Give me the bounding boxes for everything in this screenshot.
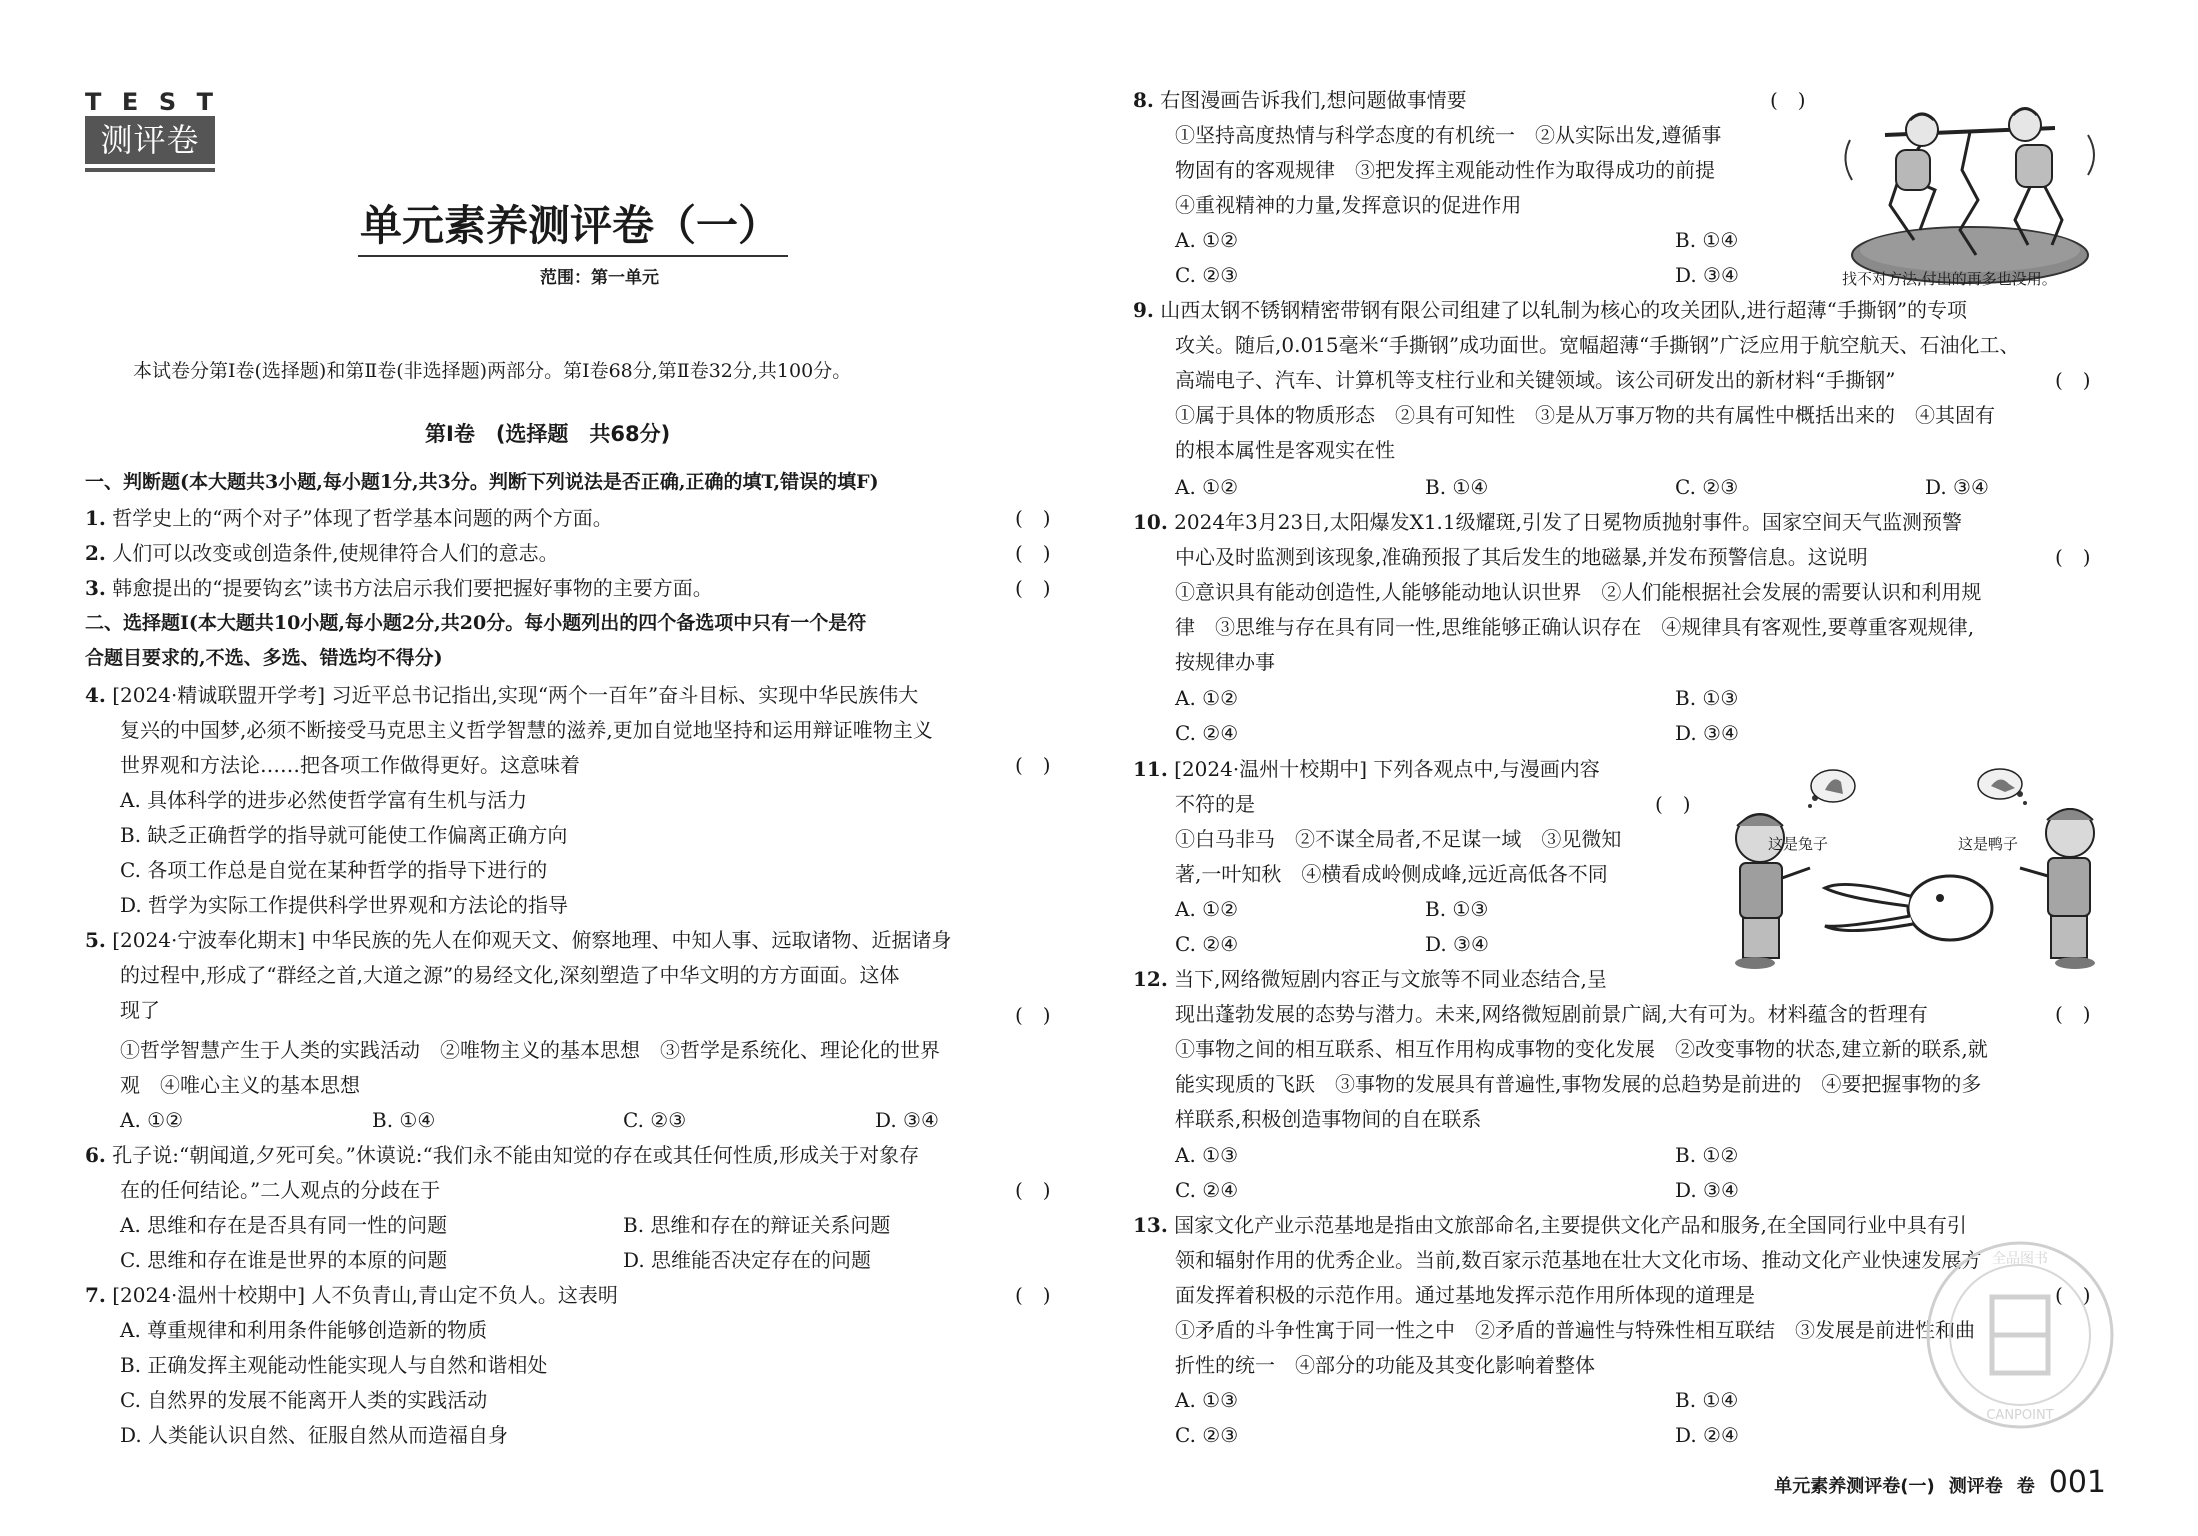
answer-paren[interactable]: ( ) — [1015, 541, 1051, 565]
question-text: [2024·温州十校期中] 人不负青山,青山定不负人。这表明 — [112, 1283, 618, 1307]
question-text: 人们可以改变或创造条件,使规律符合人们的意志。 — [112, 541, 559, 565]
question-8 — [1133, 88, 1467, 112]
bubble-left: 这是兔子 — [1768, 835, 1829, 853]
statement-line: 按规律办事 — [1175, 650, 1275, 674]
judge-heading: 一、判断题(本大题共3小题,每小题1分,共3分。判断下列说法是否正确,正确的填T,错误的填F) — [85, 471, 879, 493]
option-b[interactable]: B. ①④ — [372, 1108, 436, 1132]
statement-line: ①事物之间的相互联系、相互作用构成事物的变化发展 ②改变事物的状态,建立新的联系,就 — [1175, 1037, 1988, 1061]
tug-of-war-cartoon — [1830, 90, 2110, 285]
question-number: 3. — [85, 576, 106, 600]
statement-line: 的根本属性是客观实在性 — [1175, 438, 1395, 462]
judge-item-3 — [85, 576, 713, 600]
question-text: 中心及时监测到该现象,准确预报了其后发生的地磁暴,并发布预警信息。这说明 — [1175, 545, 1868, 569]
exam-range: 范围：第一单元 — [540, 268, 659, 288]
question-text: 面发挥着积极的示范作用。通过基地发挥示范作用所体现的道理是 — [1175, 1283, 1755, 1307]
option-a[interactable]: A. 思维和存在是否具有同一性的问题 — [120, 1213, 448, 1237]
question-text: 韩愈提出的“提要钩玄”读书方法启示我们要把握好事物的主要方面。 — [112, 576, 713, 600]
seal-text-top: 全品图书 — [1992, 1251, 2048, 1267]
option-c[interactable]: C. ②④ — [1175, 1178, 1239, 1202]
question-text: 世界观和方法论……把各项工作做得更好。这意味着 — [120, 753, 580, 777]
question-text: 领和辐射作用的优秀企业。当前,数百家示范基地在壮大文化市场、推动文化产业快速发展方 — [1175, 1248, 1982, 1272]
question-number: 4. — [85, 683, 106, 707]
option-a[interactable]: A. ①② — [1175, 686, 1239, 710]
option-b[interactable]: B. ①② — [1675, 1143, 1739, 1167]
statement-line: 能实现质的飞跃 ③事物的发展具有普遍性,事物发展的总趋势是前进的 ④要把握事物的多 — [1175, 1072, 1982, 1096]
footer-label: 测评卷 — [1948, 1476, 2003, 1497]
answer-paren[interactable]: ( ) — [2055, 368, 2091, 392]
page-number: 001 — [2048, 1465, 2106, 1500]
option-d[interactable]: D. 人类能认识自然、征服自然从而造福自身 — [120, 1423, 509, 1447]
statement-line: ④重视精神的力量,发挥意识的促进作用 — [1175, 193, 1522, 217]
question-text: 山西太钢不锈钢精密带钢有限公司组建了以轧制为核心的攻关团队,进行超薄“手撕钢”的专项 — [1160, 298, 1968, 322]
question-5 — [85, 928, 951, 952]
question-number: 1. — [85, 506, 106, 530]
option-b[interactable]: B. ①③ — [1675, 686, 1739, 710]
question-number: 9. — [1133, 298, 1154, 322]
logo-letter: E — [121, 88, 141, 116]
option-d[interactable]: D. 哲学为实际工作提供科学世界观和方法论的指导 — [120, 893, 569, 917]
option-b[interactable]: B. 缺乏正确哲学的指导就可能使工作偏离正确方向 — [120, 823, 568, 847]
test-logo — [85, 88, 215, 174]
answer-paren[interactable]: ( ) — [2055, 1002, 2091, 1026]
option-c[interactable]: C. ②③ — [623, 1108, 687, 1132]
rabbit-duck-cartoon — [1715, 768, 2115, 978]
section-heading: 第Ⅰ卷 (选择题 共68分) — [425, 422, 671, 446]
question-10 — [1133, 510, 1962, 534]
option-d[interactable]: D. ③④ — [1675, 1178, 1739, 1202]
option-c[interactable]: C. 各项工作总是自觉在某种哲学的指导下进行的 — [120, 858, 548, 882]
question-number: 8. — [1133, 88, 1154, 112]
answer-paren[interactable]: ( ) — [1015, 753, 1051, 777]
statement-line: 样联系,积极创造事物间的自在联系 — [1175, 1107, 1482, 1131]
logo-letter: T — [85, 88, 104, 116]
logo-letter: S — [158, 88, 179, 116]
statement-line: ①意识具有能动创造性,人能够能动地认识世界 ②人们能根据社会发展的需要认识和利用规 — [1175, 580, 1982, 604]
answer-paren[interactable]: ( ) — [1770, 88, 1806, 112]
page-footer — [1774, 1465, 2106, 1500]
option-d[interactable]: D. ③④ — [875, 1108, 939, 1132]
question-text: [2024·温州十校期中] 下列各观点中,与漫画内容 — [1174, 757, 1600, 781]
answer-paren[interactable]: ( ) — [1015, 1178, 1051, 1202]
question-text: 攻关。随后,0.015毫米“手撕钢”成功面世。宽幅超薄“手撕钢”广泛应用于航空航天、石油化工、 — [1175, 333, 2020, 357]
option-c[interactable]: C. 思维和存在谁是世界的本原的问题 — [120, 1248, 448, 1272]
logo-text: 测评卷 — [85, 116, 215, 164]
answer-paren[interactable]: ( ) — [2055, 1283, 2091, 1307]
question-text: 的过程中,形成了“群经之首,大道之源”的易经文化,深刻塑造了中华文明的方方面面。这体 — [120, 963, 900, 987]
answer-paren[interactable]: ( ) — [1015, 1003, 1051, 1027]
option-a[interactable]: A. ①③ — [1175, 1143, 1239, 1167]
statement-line: 律 ③思维与存在具有同一性,思维能够正确认识存在 ④规律具有客观性,要尊重客观规律, — [1175, 615, 1975, 639]
option-a[interactable]: A. ①② — [1175, 897, 1239, 921]
option-a[interactable]: A. 尊重规律和利用条件能够创造新的物质 — [120, 1318, 488, 1342]
statement-line: 折性的统一 ④部分的功能及其变化影响着整体 — [1175, 1353, 1595, 1377]
title-underline — [358, 255, 788, 257]
option-a[interactable]: A. ①② — [1175, 228, 1239, 252]
question-text: 国家文化产业示范基地是指由文旅部命名,主要提供文化产品和服务,在全国同行业中具有引 — [1174, 1213, 1967, 1237]
question-number: 12. — [1133, 967, 1168, 991]
seal-text-bottom: CANPOINT — [1986, 1408, 2054, 1423]
question-text: 复兴的中国梦,必须不断接受马克思主义哲学智慧的滋养,更加自觉地坚持和运用辩证唯物主义 — [120, 718, 933, 742]
answer-paren[interactable]: ( ) — [1015, 506, 1051, 530]
choice-heading: 二、选择题Ⅰ(本大题共10小题,每小题2分,共20分。每小题列出的四个备选项中只有一个是符 — [85, 612, 867, 634]
answer-paren[interactable]: ( ) — [1015, 1283, 1051, 1307]
statement-line: ①坚持高度热情与科学态度的有机统一 ②从实际出发,遵循事 — [1175, 123, 1722, 147]
logo-letters — [85, 88, 215, 116]
cartoon-caption: 找不对方法,付出的再多也没用。 — [1842, 270, 2057, 288]
question-4 — [85, 683, 918, 707]
question-text: 不符的是 — [1175, 792, 1255, 816]
question-text: 2024年3月23日,太阳爆发X1.1级耀斑,引发了日冕物质抛射事件。国家空间天气监测预警 — [1174, 510, 1962, 534]
question-text: 高端电子、汽车、计算机等支柱行业和关键领域。该公司研发出的新材料“手撕钢” — [1175, 368, 1896, 392]
bubble-right: 这是鸭子 — [1958, 835, 2019, 853]
option-a[interactable]: A. 具体科学的进步必然使哲学富有生机与活力 — [120, 788, 528, 812]
statement-line: ①白马非马 ②不谋全局者,不足谋一域 ③见微知 — [1175, 827, 1622, 851]
logo-rule — [85, 168, 215, 172]
page-title: 单元素养测评卷（一） — [360, 201, 781, 250]
option-b[interactable]: B. ①④ — [1425, 475, 1489, 499]
question-number: 11. — [1133, 757, 1168, 781]
judge-item-2 — [85, 541, 559, 565]
footer-title: 单元素养测评卷(一) — [1774, 1476, 1935, 1497]
question-text: 孔子说:“朝闻道,夕死可矣。”休谟说:“我们永不能由知觉的存在或其任何性质,形成关于对象存 — [112, 1143, 920, 1167]
option-b[interactable]: B. ①③ — [1425, 897, 1489, 921]
answer-paren[interactable]: ( ) — [1015, 576, 1051, 600]
question-number: 6. — [85, 1143, 106, 1167]
option-a[interactable]: A. ①② — [120, 1108, 184, 1132]
exam-intro: 本试卷分第Ⅰ卷(选择题)和第Ⅱ卷(非选择题)两部分。第Ⅰ卷68分,第Ⅱ卷32分,共100分。 — [133, 360, 852, 382]
option-d[interactable]: D. ③④ — [1675, 721, 1739, 745]
question-7 — [85, 1283, 618, 1307]
question-9 — [1133, 298, 1967, 322]
question-12 — [1133, 967, 1607, 991]
question-text: 当下,网络微短剧内容正与文旅等不同业态结合,呈 — [1174, 967, 1607, 991]
question-text: 哲学史上的“两个对子”体现了哲学基本问题的两个方面。 — [112, 506, 613, 530]
question-11 — [1133, 757, 1600, 781]
logo-letter: T — [196, 88, 215, 116]
option-c[interactable]: C. ②③ — [1175, 1423, 1239, 1447]
question-13 — [1133, 1213, 1967, 1237]
option-b[interactable]: B. 正确发挥主观能动性能实现人与自然和谐相处 — [120, 1353, 548, 1377]
option-c[interactable]: C. ②④ — [1175, 721, 1239, 745]
judge-item-1 — [85, 506, 613, 530]
option-c[interactable]: C. 自然界的发展不能离开人类的实践活动 — [120, 1388, 488, 1412]
question-text: 右图漫画告诉我们,想问题做事情要 — [1160, 88, 1467, 112]
option-a[interactable]: A. ①③ — [1175, 1388, 1239, 1412]
question-text: [2024·精诚联盟开学考] 习近平总书记指出,实现“两个一百年”奋斗目标、实现中华民族伟大 — [112, 683, 919, 707]
statement-line: ①哲学智慧产生于人类的实践活动 ②唯物主义的基本思想 ③哲学是系统化、理论化的世界 — [120, 1038, 940, 1062]
question-number: 5. — [85, 928, 106, 952]
statement-line: 观 ④唯心主义的基本思想 — [120, 1073, 360, 1097]
option-c[interactable]: C. ②④ — [1175, 932, 1239, 956]
option-b[interactable]: B. ①④ — [1675, 1388, 1739, 1412]
option-b[interactable]: B. ①④ — [1675, 228, 1739, 252]
question-number: 10. — [1133, 510, 1168, 534]
option-d[interactable]: D. 思维能否决定存在的问题 — [623, 1248, 872, 1272]
option-a[interactable]: A. ①② — [1175, 475, 1239, 499]
answer-paren[interactable]: ( ) — [1655, 792, 1691, 816]
choice-heading-cont: 合题目要求的,不选、多选、错选均不得分) — [85, 647, 443, 669]
option-d[interactable]: D. ③④ — [1425, 932, 1489, 956]
statement-line: 著,一叶知秋 ④横看成岭侧成峰,远近高低各不同 — [1175, 862, 1608, 886]
statement-line: 物固有的客观规律 ③把发挥主观能动性作为取得成功的前提 — [1175, 158, 1715, 182]
option-d[interactable]: D. ③④ — [1675, 263, 1739, 287]
question-number: 2. — [85, 541, 106, 565]
question-text: [2024·宁波奉化期末] 中华民族的先人在仰观天文、俯察地理、中知人事、远取诸物、近据诸身 — [112, 928, 952, 952]
question-number: 7. — [85, 1283, 106, 1307]
question-6 — [85, 1143, 919, 1167]
question-text: 在的任何结论。”二人观点的分歧在于 — [120, 1178, 441, 1202]
question-text: 现了 — [120, 998, 160, 1022]
option-d[interactable]: D. ②④ — [1675, 1423, 1739, 1447]
option-b[interactable]: B. 思维和存在的辩证关系问题 — [623, 1213, 891, 1237]
statement-line: ①矛盾的斗争性寓于同一性之中 ②矛盾的普遍性与特殊性相互联结 ③发展是前进性和曲 — [1175, 1318, 1975, 1342]
answer-paren[interactable]: ( ) — [2055, 545, 2091, 569]
option-c[interactable]: C. ②③ — [1675, 475, 1739, 499]
question-number: 13. — [1133, 1213, 1168, 1237]
option-c[interactable]: C. ②③ — [1175, 263, 1239, 287]
footer-vol: 卷 — [2016, 1476, 2035, 1497]
statement-line: ①属于具体的物质形态 ②具有可知性 ③是从万事万物的共有属性中概括出来的 ④其固有 — [1175, 403, 1995, 427]
question-text: 现出蓬勃发展的态势与潜力。未来,网络微短剧前景广阔,大有可为。材料蕴含的哲理有 — [1175, 1002, 1928, 1026]
publisher-seal-icon — [1920, 1235, 2120, 1435]
option-d[interactable]: D. ③④ — [1925, 475, 1989, 499]
